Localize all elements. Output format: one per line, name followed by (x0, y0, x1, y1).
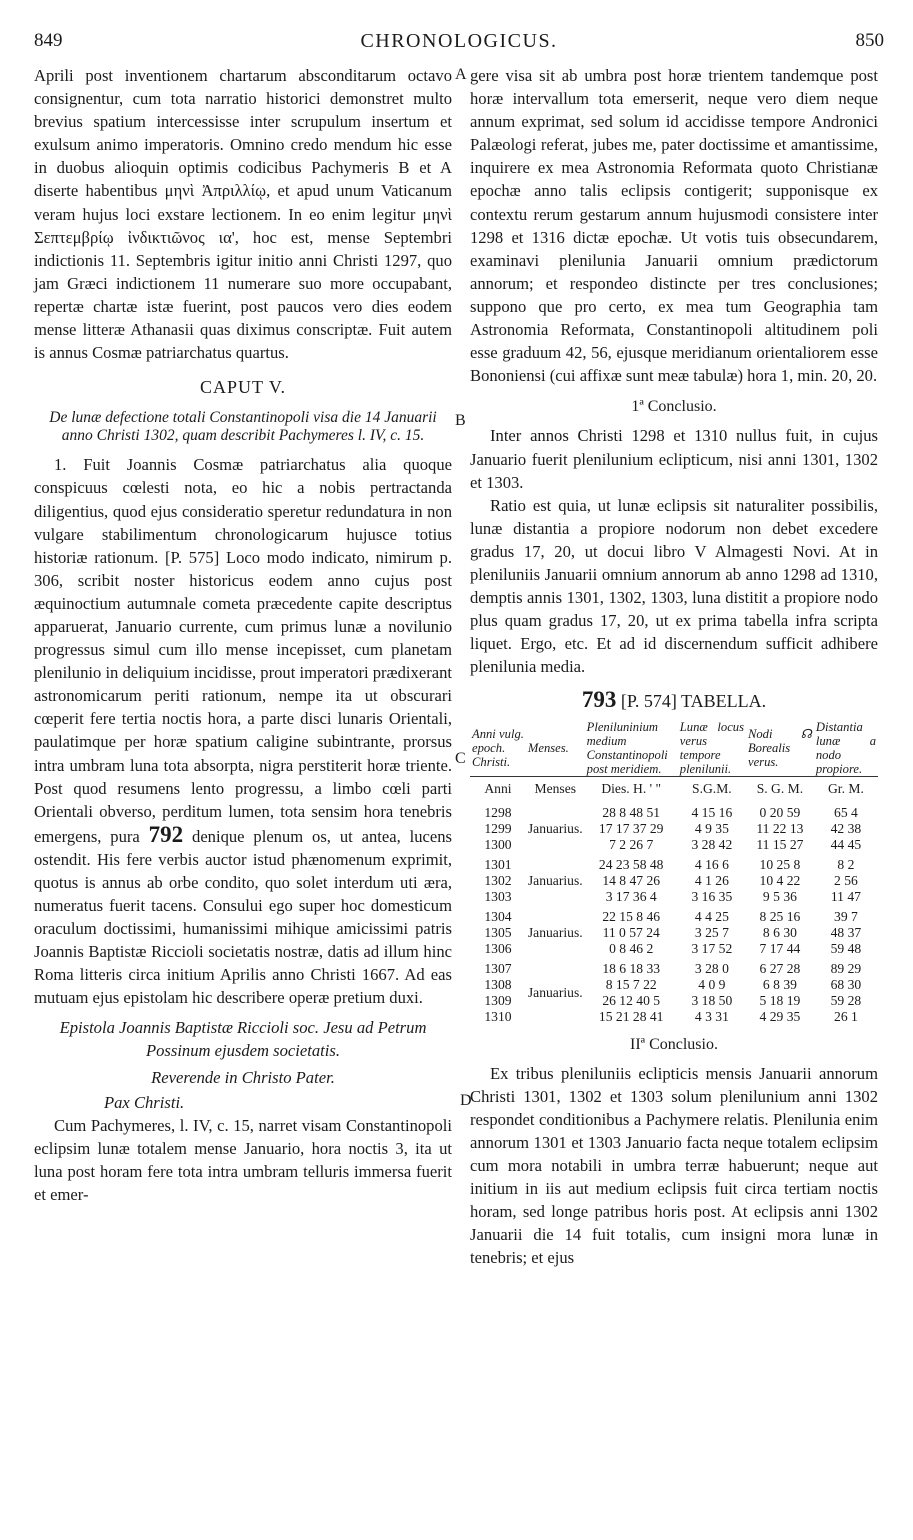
table-cell-moon-place: 3 16 35 (691, 888, 733, 904)
table-header: Lunæ locus verus tempore plenilunii. (679, 719, 744, 776)
margin-letter-b: B (455, 412, 466, 429)
left-paragraph-2-text-b: denique plenum os, ut antea, lucens ostendit. His fere verbis auctor istud phænomenum exprimit, quotus is annus ab orbe condito, quo solet interdum uti æra, numeratus fuerit tacens. Consului ego super hoc domesticum oraculum doctissimi, humanissimi mihique amicissimi patris Joannis Baptistæ Riccioli societatis nostræ, datis ad illum hinc Roma litteris circa initium Aprilis anno Christi 1667. Ad eas mutuam ejus epistolam hic describere operæ pretium duxi. (34, 826, 453, 1008)
table-cell-full-moon: 11 0 57 24 (602, 924, 660, 940)
table-cell-distance: 26 1 (834, 1008, 858, 1024)
left-paragraph-2 (34, 453, 452, 1009)
table-cell-distance: 48 37 (830, 924, 862, 940)
table-cell-node: 0 20 59 (759, 804, 801, 820)
chapter-heading: CAPUT V. (199, 377, 287, 398)
table-row (470, 957, 878, 977)
table-cell-year: 1298 (484, 804, 512, 820)
left-column (34, 64, 452, 1206)
table-cell-year: 1300 (484, 836, 512, 852)
table-cell-full-moon: 7 2 26 7 (609, 836, 654, 852)
running-title: CHRONOLOGICUS. (360, 30, 558, 52)
table-row (470, 905, 878, 925)
table-cell-distance: 89 29 (830, 960, 862, 976)
table-cell-node: 4 29 35 (759, 1008, 801, 1024)
table-cell-full-moon: 26 12 40 5 (602, 992, 661, 1008)
table-unit: S.G.M. (692, 780, 732, 796)
table-cell-year: 1299 (484, 820, 512, 836)
table-cell-full-moon: 22 15 8 46 (602, 908, 661, 924)
left-paragraph-1: Aprili post inventionem chartarum absconditarum octavo consignentur, cum tota narratio historici demonstret multo brevius spatium intercessisse inter scrupulum insertum et exulsum animo imperatoris. Omnino credo mendum hic esse in duobus alioquin optimis codicibus Pachymeris B et A diserte habentibus μηνὶ Ἀπριλλίῳ, et apud unum Vaticanum veram hujus loci exstare lectionem. In eo enim legitur μηνὶ Σεπτεμβρίῳ ἰνδικτιῶνος ια', hoc est, mense Septembri indictionis 11. Septembris igitur initio anni Christi 1297, quo jam Græci indictionem 11 numerare suo more occupabant, repertæ chartæ istæ fuerint, post paucos vero dies eodem mense litteræ Athanasii quas diximus conscriptæ. Fuit autem is annus Cosmæ patriarchatus quartus. (34, 66, 452, 363)
right-paragraph-4: Ex tribus pleniluniis eclipticis mensis Januarii annorum Christi 1301, 1302 et 1303 solum plenilunium anni 1302 respondet conditionibus a Pachymere relatis. Plenilunia enim annorum 1301 et 1303 Januario facta neque totalem eclipsim cum mora notabili in umbra terræ habuerunt; neque aut initium in iis aut medium eclipsis fuit circa tertiam noctis horam, sed longe patribus horis post. At eclipsis anni 1302 Januarii die 14 fuit totalis, cum insigni mora lunæ in tenebris; et ejus (470, 1063, 878, 1268)
margin-letter-c: C (455, 750, 466, 767)
folio-number-792: 792 (148, 821, 184, 847)
table-units-row (470, 776, 878, 801)
table-cell-full-moon: 18 6 18 33 (602, 960, 661, 976)
table-cell-year: 1305 (484, 924, 512, 940)
table-unit: Anni (484, 780, 512, 796)
table-cell-node: 9 5 36 (762, 888, 797, 904)
table-cell-node: 10 25 8 (759, 856, 801, 872)
table-cell-distance: 65 4 (834, 804, 858, 820)
table-cell-node: 11 22 13 (756, 820, 804, 836)
table-cell-distance: 59 48 (830, 940, 862, 956)
table-cell-moon-place: 4 15 16 (691, 804, 733, 820)
table-header-row (470, 720, 878, 777)
table-unit: Dies. H. ' " (601, 780, 662, 796)
left-paragraph-3: Cum Pachymeres, l. IV, c. 15, narret visam Constantinopoli eclipsim lunæ totalem mense Januario, hora noctis 3, ita ut luna post horam fere tota intra umbram telluris immersa fuerit et emer- (34, 1115, 452, 1205)
tabella-label: [P. 574] TABELLA. (616, 691, 767, 712)
right-column (470, 64, 878, 1269)
table-cell-node: 6 27 28 (759, 960, 801, 976)
table-cell-node: 7 17 44 (759, 940, 801, 956)
table-body (470, 776, 878, 1025)
table-cell-month: Januarius. (527, 985, 583, 1001)
table-cell-full-moon: 15 21 28 41 (598, 1008, 664, 1024)
table-cell-moon-place: 4 3 31 (694, 1008, 729, 1024)
table-cell-full-moon: 3 17 36 4 (605, 888, 657, 904)
table-cell-distance: 39 7 (834, 908, 858, 924)
table-unit: Menses (534, 780, 577, 796)
table-cell-full-moon: 14 8 47 26 (602, 872, 661, 888)
table-cell-month: Januarius. (527, 925, 583, 941)
table-cell-year: 1302 (484, 872, 512, 888)
table-cell-year: 1308 (484, 976, 512, 992)
table-cell-full-moon: 0 8 46 2 (609, 940, 654, 956)
table-header: Menses. (526, 720, 585, 777)
table-cell-moon-place: 4 4 25 (694, 908, 729, 924)
table-header: Anni vulg. epoch. Christi. (470, 720, 526, 777)
right-paragraph-2: Inter annos Christi 1298 et 1310 nullus fuit, in cujus Januario fuerit plenilunium eclipticum, nisi anni 1301, 1302 et 1303. (470, 426, 878, 492)
eclipse-table (470, 720, 878, 1025)
table-cell-distance: 2 56 (834, 872, 858, 888)
right-paragraph-1: gere visa sit ab umbra post horæ trientem tandemque post horæ intervallum tota emerserit, neque vero diem neque annum exprimat, sed solum id accidisse tempore Andronici Palæologi referat, jubes me, pater doctissime et amantissime, inquirere ex mea Astronomia Reformata quoto Christianæ epochæ anno talis eclipsis contigerit; supponisque ex contextu rerum gestarum annum hujusmodi consistere inter 1298 et 1316 dictæ epochæ. Ut votis tuis obsecundarem, examinavi plenilunia Januarii omnium prædictorum annorum; et respondeo distincte per tres conclusiones; suppono que pro certo, ex mea tum Geographia tam Astronomia Reformata, Constantinopoli altitudinem poli esse graduum 42, 56, ejusque meridianum orientaliorem esse Bononiensi (cui affixæ sunt meæ tabulæ) hora 1, min. 20, 20. (470, 66, 878, 386)
table-cell-year: 1304 (484, 908, 512, 924)
table-cell-moon-place: 3 28 42 (691, 836, 733, 852)
table-cell-moon-place: 3 17 52 (691, 940, 733, 956)
page-number-left: 849 (34, 30, 63, 51)
table-row (470, 853, 878, 873)
right-paragraph-3: Ratio est quia, ut lunæ eclipsis sit naturaliter possibilis, lunæ distantia a propiore nodorum non debet excedere gradus 17, 20, ut docui libro V Almagesti Novi. At in pleniluniis Januarii omnium annorum ab anno 1298 ad 1310, demptis annis 1301, 1302, 1303, luna distitit a propiore nodo plus quam gradus 17, 20, ut ex prima tabella infra scripta liquet. Ergo, etc. Et ad id discernendum sufficit adhibere plenilunia media. (470, 495, 878, 677)
table-cell-distance: 11 47 (830, 888, 861, 904)
conclusio-1-heading: 1ª Conclusio. (631, 398, 717, 416)
table-cell-node: 11 15 27 (756, 836, 804, 852)
folio-number-793: 793 (581, 687, 617, 713)
letter-title: Epistola Joannis Baptistæ Riccioli soc. Jesu ad Petrum Possinum ejusdem societatis. (59, 1017, 427, 1060)
table-cell-year: 1310 (484, 1008, 512, 1024)
table-cell-node: 10 4 22 (759, 872, 801, 888)
table-cell-moon-place: 4 0 9 (698, 976, 726, 992)
letter-salutation: Reverende in Christo Pater. (151, 1067, 335, 1087)
table-cell-moon-place: 4 1 26 (694, 872, 729, 888)
table-cell-node: 5 18 19 (759, 992, 801, 1008)
table-unit: S. G. M. (756, 780, 804, 796)
page-header (34, 30, 884, 56)
tabella-title (470, 688, 878, 713)
margin-letter-a: A (455, 66, 467, 83)
table-cell-moon-place: 3 25 7 (694, 924, 729, 940)
conclusio-2-heading: IIª Conclusio. (630, 1035, 718, 1053)
table-cell-node: 8 6 30 (762, 924, 797, 940)
table-cell-year: 1306 (484, 940, 512, 956)
table-cell-node: 6 8 39 (762, 976, 797, 992)
table-cell-full-moon: 28 8 48 51 (602, 804, 661, 820)
letter-greeting: Pax Christi. (104, 1092, 185, 1112)
page-number-right: 850 (855, 30, 884, 51)
chapter-summary: De lunæ defectione totali Constantinopoli visa die 14 Januarii anno Christi 1302, quam describit Pachymeres l. IV, c. 15. (49, 409, 437, 445)
table-cell-moon-place: 3 18 50 (691, 992, 733, 1008)
table-cell-full-moon: 24 23 58 48 (598, 856, 664, 872)
left-paragraph-2-text-a: 1. Fuit Joannis Cosmæ patriarchatus alia quoque conspicuus cœlesti nota, eo hic a nobis pertractanda diligentius, quod ejus consideratio speretur redundatura in non vulgare stabilimentum chronologicarum hujusce totius historiæ rationum. [P. 575] Loco modo indicato, nimirum p. 306, scribit noster historicus eodem anno cujus post æquinoctium autumnale cometa præcedente capite descriptus apparuerat, Januario currente, cum primus lunæ a novilunio progressus simul cum illo mense incepisset, cum planetam plenilunio in deliquium incidisse, prout imperatori prædixerant astronomicarum periti rationum, nempe ita ut obscurari cœperit fere tertia noctis hora, a parte disci lunaris Orientali, paulatimque per horæ spatium caligine subintrante, prorsus intra umbram luna tota absorpta, nigra perstiterit horæ triente. Post quod resumens lento progressu, a limbo cœli parti Orientali obverso, perditum lumen, tota sensim hora tenebris emergens, pura (34, 455, 452, 846)
table-cell-distance: 68 30 (830, 976, 862, 992)
table-cell-node: 8 25 16 (759, 908, 801, 924)
table-cell-distance: 44 45 (830, 836, 862, 852)
margin-letter-d: D (460, 1092, 472, 1109)
table-unit: Gr. M. (827, 780, 864, 796)
table-cell-full-moon: 8 15 7 22 (605, 976, 657, 992)
table-cell-year: 1303 (484, 888, 512, 904)
table-cell-month: Januarius. (527, 821, 583, 837)
table-header: Pleniluninium medium Constantinopoli post meridiem. (585, 720, 678, 777)
table-cell-moon-place: 3 28 0 (694, 960, 729, 976)
table-cell-year: 1301 (484, 856, 512, 872)
table-cell-month: Januarius. (527, 873, 583, 889)
table-cell-distance: 42 38 (830, 820, 862, 836)
table-header: Distantia lunæ a nodo propiore. (815, 719, 876, 776)
table-cell-full-moon: 17 17 37 29 (598, 820, 664, 836)
table-cell-distance: 59 28 (830, 992, 862, 1008)
table-cell-distance: 8 2 (837, 856, 855, 872)
table-cell-year: 1307 (484, 960, 512, 976)
table-cell-moon-place: 4 9 35 (694, 820, 729, 836)
table-row (470, 801, 878, 821)
table-cell-moon-place: 4 16 6 (694, 856, 729, 872)
table-cell-year: 1309 (484, 992, 512, 1008)
table-header: Nodi ☊ Borealis verus. (746, 720, 814, 777)
